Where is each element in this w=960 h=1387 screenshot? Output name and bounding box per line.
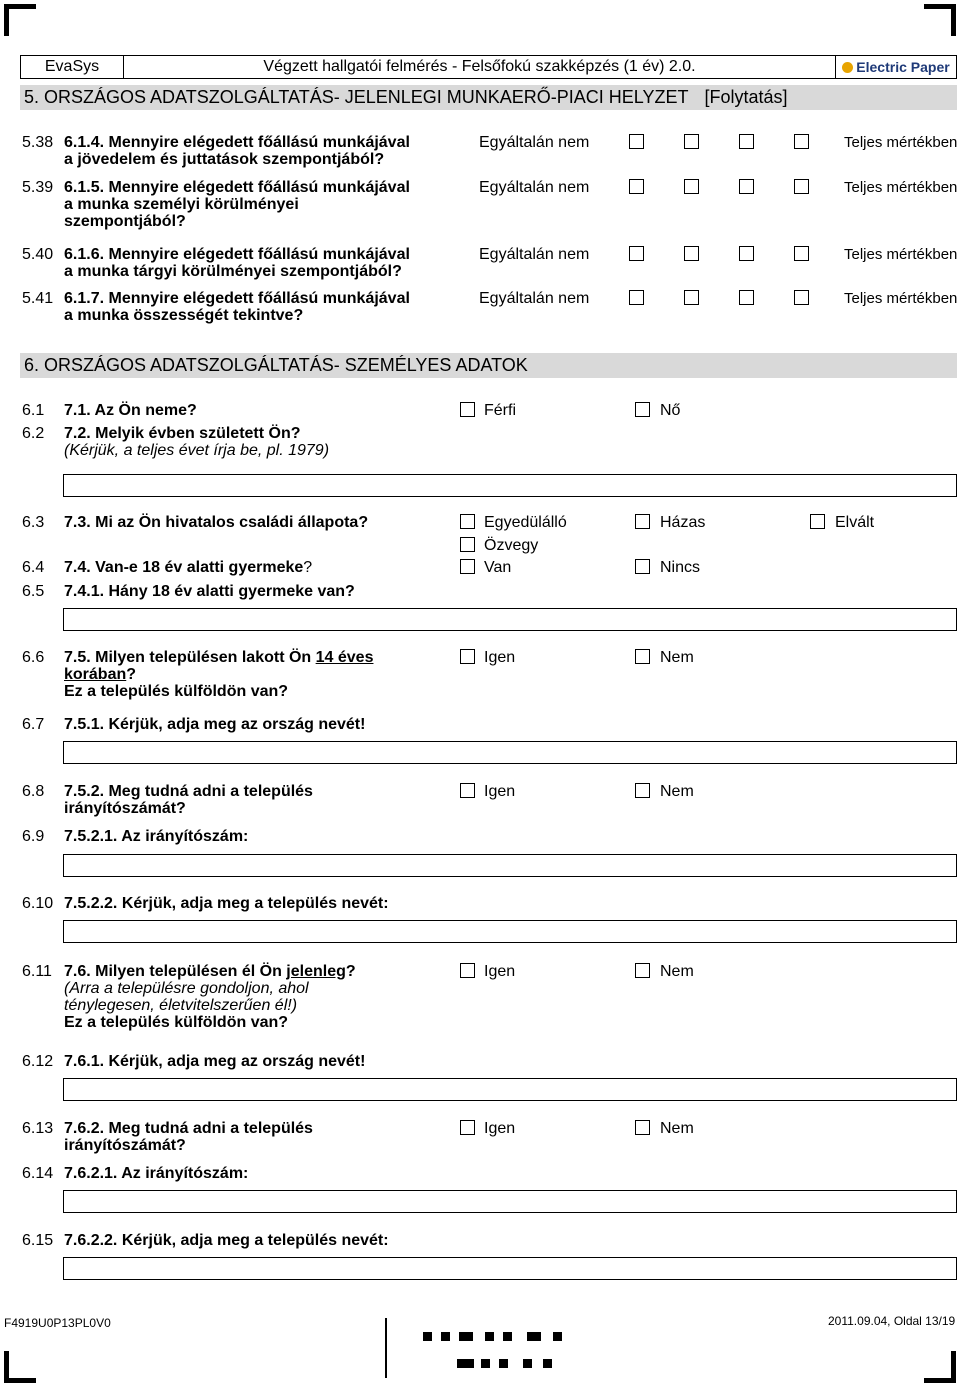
question-number: 6.11 — [22, 963, 52, 980]
question-text: 7.6.1. Kérjük, adja meg az ország nevét! — [64, 1053, 366, 1070]
option-checkbox[interactable] — [635, 514, 650, 529]
scale-right-label: Teljes mértékben — [844, 290, 958, 307]
question-number: 5.40 — [22, 246, 54, 263]
question-text: 7.5.2. Meg tudná adni a település irányítószámát? — [64, 783, 313, 817]
question-number: 6.8 — [22, 783, 45, 800]
form-code: F4919U0P13PL0V0 — [4, 1316, 111, 1330]
postal-code-input[interactable] — [63, 854, 957, 877]
option-label: Egyedülálló — [484, 514, 567, 531]
question-text: 7.5.2.2. Kérjük, adja meg a település nevét: — [64, 895, 389, 912]
question-text: 6.1.6. Mennyire elégedett főállású munkájával a munka tárgyi körülményei szempontjából? — [64, 246, 410, 280]
question-text: 7.6. Milyen településen él Ön jelenleg? (Arra a településre gondoljon, ahol ténylegesen, életvitelszerűen él!) Ez a település külföldön van? — [64, 963, 356, 1031]
option-checkbox[interactable] — [460, 1120, 475, 1135]
scale-right-label: Teljes mértékben — [844, 134, 958, 151]
app-name: EvaSys — [44, 58, 100, 75]
section-6-header — [20, 353, 957, 378]
corner-mark-tl — [4, 4, 9, 36]
option-label: Nem — [660, 1120, 694, 1137]
corner-mark-bl — [4, 1351, 9, 1383]
option-label: Özvegy — [484, 537, 539, 554]
question-text: 6.1.4. Mennyire elégedett főállású munkájával a jövedelem és juttatások szempontjából? — [64, 134, 410, 168]
scale-right-label: Teljes mértékben — [844, 246, 958, 263]
option-label: Nem — [660, 963, 694, 980]
scale-checkbox[interactable] — [684, 179, 699, 194]
year-input[interactable] — [63, 474, 957, 497]
question-number: 6.14 — [22, 1165, 54, 1182]
question-number: 5.38 — [22, 134, 54, 151]
logo-text: Electric Paper — [856, 59, 950, 75]
question-number: 6.10 — [22, 895, 54, 912]
question-text: 7.5.1. Kérjük, adja meg az ország nevét! — [64, 716, 366, 733]
question-text: 7.6.2. Meg tudná adni a település irányítószámát? — [64, 1120, 313, 1154]
question-number: 6.12 — [22, 1053, 54, 1070]
question-text: 7.6.2.1. Az irányítószám: — [64, 1165, 249, 1182]
question-text: 6.1.5. Mennyire elégedett főállású munkájával a munka személyi körülményei szempontjából? — [64, 179, 410, 230]
settlement-name-input[interactable] — [63, 1257, 957, 1280]
scale-checkbox[interactable] — [684, 134, 699, 149]
option-checkbox[interactable] — [635, 402, 650, 417]
question-text: 7.5. Milyen településen lakott Ön 14 éves korában? Ez a település külföldön van? — [64, 649, 374, 700]
option-label: Igen — [484, 963, 516, 980]
children-count-input[interactable] — [63, 608, 957, 631]
corner-mark-tr — [951, 4, 956, 36]
question-text: 7.1. Az Ön neme? — [64, 402, 197, 419]
country-input[interactable] — [63, 741, 957, 764]
scale-checkbox[interactable] — [739, 290, 754, 305]
scale-checkbox[interactable] — [739, 246, 754, 261]
question-number: 6.9 — [22, 828, 45, 845]
question-text: 7.4.1. Hány 18 év alatti gyermeke van? — [64, 583, 355, 600]
scale-checkbox[interactable] — [629, 134, 644, 149]
question-number: 6.5 — [22, 583, 45, 600]
scale-checkbox[interactable] — [794, 246, 809, 261]
scale-right-label: Teljes mértékben — [844, 179, 958, 196]
question-number: 6.13 — [22, 1120, 54, 1137]
scale-checkbox[interactable] — [684, 290, 699, 305]
option-checkbox[interactable] — [635, 1120, 650, 1135]
question-text: 7.2. Melyik évben született Ön? (Kérjük, a teljes évet írja be, pl. 1979) — [64, 425, 330, 459]
question-text: 7.6.2.2. Kérjük, adja meg a település nevét: — [64, 1232, 389, 1249]
option-checkbox[interactable] — [460, 783, 475, 798]
scale-checkbox[interactable] — [794, 179, 809, 194]
country-input[interactable] — [63, 1078, 957, 1101]
option-label: Nem — [660, 649, 694, 666]
scale-checkbox[interactable] — [684, 246, 699, 261]
question-number: 6.6 — [22, 649, 45, 666]
barcode-marker — [385, 1318, 585, 1378]
header-app-box — [20, 55, 124, 79]
option-checkbox[interactable] — [810, 514, 825, 529]
scale-checkbox[interactable] — [629, 246, 644, 261]
option-label: Igen — [484, 1120, 516, 1137]
question-number: 6.4 — [22, 559, 45, 576]
option-checkbox[interactable] — [460, 963, 475, 978]
scale-left-label: Egyáltalán nem — [479, 179, 590, 196]
option-checkbox[interactable] — [460, 649, 475, 664]
option-checkbox[interactable] — [635, 649, 650, 664]
option-checkbox[interactable] — [460, 402, 475, 417]
section-6-title: 6. ORSZÁGOS ADATSZOLGÁLTATÁS- SZEMÉLYES ADATOK — [24, 355, 528, 375]
question-number: 5.41 — [22, 290, 54, 307]
question-text: 6.1.7. Mennyire elégedett főállású munkájával a munka összességét tekintve? — [64, 290, 410, 324]
section-5-title: 5. ORSZÁGOS ADATSZOLGÁLTATÁS- JELENLEGI MUNKAERŐ-PIACI HELYZET — [24, 87, 689, 107]
settlement-name-input[interactable] — [63, 920, 957, 943]
scale-left-label: Egyáltalán nem — [479, 246, 590, 263]
option-checkbox[interactable] — [460, 559, 475, 574]
option-label: Nő — [660, 402, 681, 419]
scale-checkbox[interactable] — [794, 134, 809, 149]
option-label: Elvált — [835, 514, 875, 531]
question-number: 6.15 — [22, 1232, 54, 1249]
option-label: Nincs — [660, 559, 701, 576]
scale-left-label: Egyáltalán nem — [479, 134, 590, 151]
scale-checkbox[interactable] — [739, 134, 754, 149]
scale-checkbox[interactable] — [629, 179, 644, 194]
date-page: 2011.09.04, Oldal 13/19 — [828, 1314, 956, 1328]
section-5-header — [20, 85, 957, 110]
scale-left-label: Egyáltalán nem — [479, 290, 590, 307]
corner-mark-br — [951, 1351, 956, 1383]
question-number: 6.1 — [22, 402, 45, 419]
option-checkbox[interactable] — [460, 537, 475, 552]
option-checkbox[interactable] — [635, 559, 650, 574]
option-label: Nem — [660, 783, 694, 800]
scale-checkbox[interactable] — [739, 179, 754, 194]
option-label: Férfi — [484, 402, 516, 419]
header-title-box — [123, 55, 836, 79]
postal-code-input[interactable] — [63, 1190, 957, 1213]
option-label: Igen — [484, 783, 516, 800]
scale-checkbox[interactable] — [629, 290, 644, 305]
question-number: 5.39 — [22, 179, 54, 196]
option-label: Házas — [660, 514, 706, 531]
option-label: Igen — [484, 649, 516, 666]
header-logo-box — [835, 55, 957, 79]
option-checkbox[interactable] — [460, 514, 475, 529]
scale-checkbox[interactable] — [794, 290, 809, 305]
logo-icon — [842, 62, 853, 73]
question-number: 6.2 — [22, 425, 45, 442]
question-number: 6.3 — [22, 514, 45, 531]
question-text: 7.5.2.1. Az irányítószám: — [64, 828, 249, 845]
option-label: Van — [484, 559, 512, 576]
option-checkbox[interactable] — [635, 963, 650, 978]
section-5-suffix: [Folytatás] — [704, 87, 788, 107]
survey-title: Végzett hallgatói felmérés - Felsőfokú szakképzés (1 év) 2.0. — [263, 58, 696, 75]
question-number: 6.7 — [22, 716, 45, 733]
question-text: 7.3. Mi az Ön hivatalos családi állapota? — [64, 514, 369, 531]
option-checkbox[interactable] — [635, 783, 650, 798]
question-text: 7.4. Van-e 18 év alatti gyermeke? — [64, 559, 313, 576]
